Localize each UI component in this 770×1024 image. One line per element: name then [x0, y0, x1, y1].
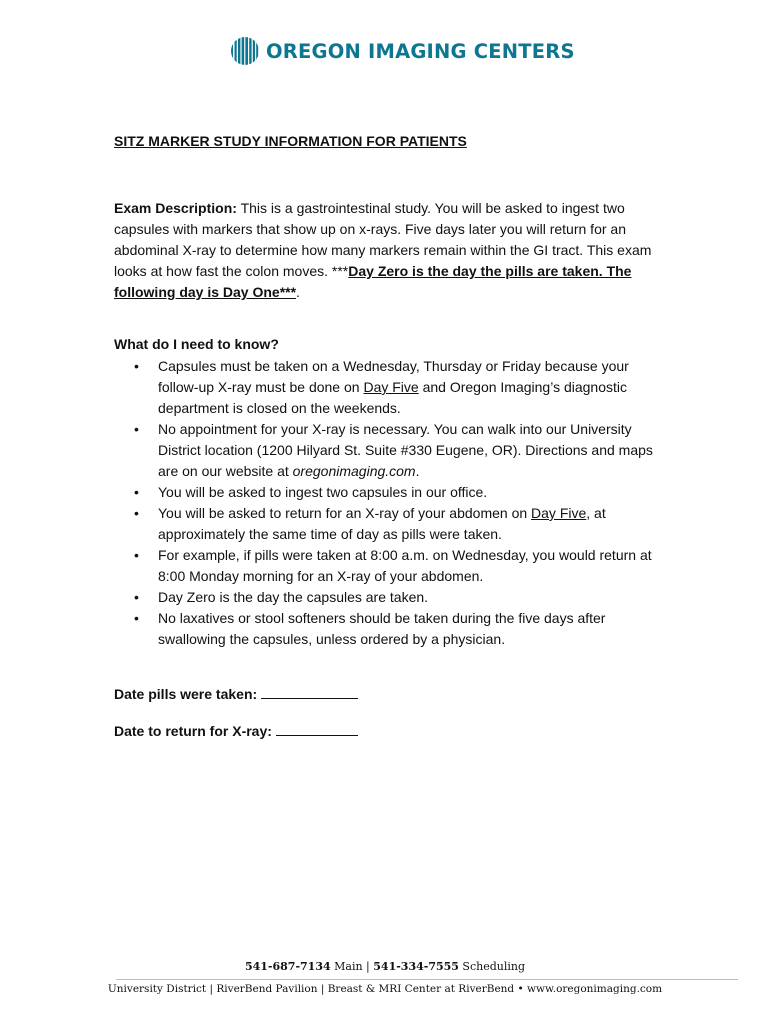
- bullet-icon: •: [134, 358, 139, 374]
- date-return-xray-label: Date to return for X-ray:: [114, 723, 272, 739]
- list-item: [114, 482, 659, 503]
- bullet-icon: •: [134, 484, 139, 500]
- list-item: [114, 545, 659, 587]
- exam-description-text: This is a gastrointestinal study. You will be asked to ingest two capsules with markers that show up on x-rays. Five days later you will return for an abdominal X-ray to determine how many markers remain within the GI tract. This exam looks at how fast the colon moves.: [114, 200, 652, 279]
- striped-globe-icon: [230, 36, 260, 66]
- page-title: SITZ MARKER STUDY INFORMATION FOR PATIENTS: [114, 133, 467, 149]
- scheduling-phone: 541-334-7555: [373, 960, 459, 973]
- bullet-icon: •: [134, 589, 139, 605]
- description-end: .: [296, 284, 300, 300]
- exam-description-label: Exam Description:: [114, 200, 237, 216]
- list-item: [114, 587, 659, 608]
- list-item: [114, 503, 659, 545]
- footer-phone: [0, 960, 770, 973]
- list-item: [114, 608, 659, 650]
- footer-divider: [116, 979, 738, 980]
- date-pills-taken-blank[interactable]: [261, 697, 358, 699]
- date-return-xray: [114, 723, 358, 739]
- exam-description: [114, 198, 654, 303]
- list-item-text: No appointment for your X-ray is necessary. You can walk into our University District location (1200 Hilyard St. Suite #330 Eugene, OR). Directions and maps are on our website at: [158, 421, 653, 479]
- list-item-text: For example, if pills were taken at 8:00 a.m. on Wednesday, you would return at 8:00 Monday morning for an X-ray of your abdomen.: [158, 547, 652, 584]
- list-item: [114, 419, 659, 482]
- main-phone: 541-687-7134: [244, 960, 331, 973]
- website-text: oregonimaging.com: [292, 463, 416, 479]
- bullet-icon: •: [134, 547, 139, 563]
- day-five-text: Day Five: [531, 505, 587, 521]
- emphasis-prefix: ***: [331, 263, 349, 279]
- footer-address: University District | RiverBend Pavilion | Breast & MRI Center at RiverBend • www.oregonimaging.com: [107, 983, 663, 995]
- bullet-icon: •: [134, 610, 139, 626]
- day-zero-emphasis: Day Zero is the day the pills are taken. The following day is Day One***: [114, 263, 632, 300]
- date-return-xray-blank[interactable]: [276, 734, 358, 736]
- list-item: [114, 356, 659, 419]
- list-item-text: Day Zero is the day the capsules are taken.: [158, 589, 429, 605]
- list-item-text: Capsules must be taken on a Wednesday, Thursday or Friday because your follow-up X-ray must be done on: [158, 358, 629, 395]
- bullet-icon: •: [134, 421, 139, 437]
- logo: [230, 34, 575, 68]
- logo-text: OREGON IMAGING CENTERS: [266, 39, 575, 63]
- list-item-text: No laxatives or stool softeners should be taken during the five days after swallowing the capsules, unless ordered by a physician.: [158, 610, 606, 647]
- list-item-text: You will be asked to ingest two capsules in our office.: [158, 484, 488, 500]
- list-item-text: You will be asked to return for an X-ray of your abdomen on: [158, 505, 532, 521]
- list-item-text: and Oregon Imaging’s diagnostic department is closed on the weekends.: [158, 379, 628, 416]
- date-pills-taken-label: Date pills were taken:: [114, 686, 258, 702]
- day-five-text: Day Five: [363, 379, 419, 395]
- know-heading: What do I need to know?: [114, 336, 279, 352]
- list-item-text: , at approximately the same time of day as pills were taken.: [158, 505, 606, 542]
- bullet-icon: •: [134, 505, 139, 521]
- date-pills-taken: [114, 686, 358, 702]
- info-list: [114, 356, 659, 650]
- list-item-text: .: [415, 463, 420, 479]
- scheduling-phone-label: Scheduling: [458, 960, 526, 973]
- main-phone-label: Main |: [330, 960, 374, 973]
